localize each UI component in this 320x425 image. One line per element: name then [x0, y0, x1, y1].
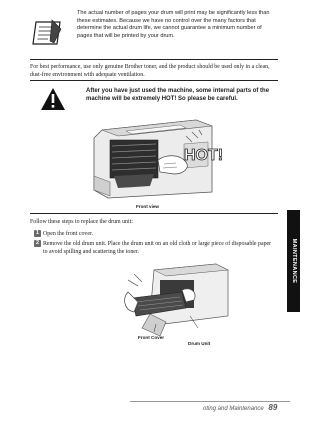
step-2: [34, 240, 280, 258]
hot-label: HOT!: [184, 147, 224, 164]
front-cover-label: Front Cover: [138, 335, 165, 340]
step-number: 1: [36, 230, 39, 236]
separator-caution-bottom: [30, 213, 278, 214]
note-text: The actual number of pages your drum will print may be significantly less than these estimates. Because we have no control over the many factors that determine the actual drum life, we cannot guarantee a minimum number of pages that will be printed by your drum.: [77, 10, 270, 40]
note-pad-icon: [30, 18, 64, 48]
side-tab-label: MAINTENANCE: [290, 238, 297, 284]
front-view-caption: Front view: [136, 204, 159, 209]
footer-section-title: oting and Maintenance: [203, 406, 264, 412]
footer: [203, 403, 277, 412]
footer-rule: [130, 401, 290, 402]
intro-paragraph: For best performance, use only genuine Brother toner, and the product should be used only in a clean, dust-free environment with adequate ventilation.: [30, 64, 270, 79]
warning-icon: [40, 87, 66, 111]
step-1: [34, 230, 280, 239]
steps-intro: Follow these steps to replace the drum unit:: [30, 219, 133, 225]
caution-text: After you have just used the machine, some internal parts of the machine will be extremely HOT! So please be careful.: [86, 88, 270, 103]
separator-caution-top: [30, 80, 278, 81]
separator-top: [30, 59, 278, 60]
step-number: 2: [36, 240, 39, 246]
step-text: Open the front cover.: [43, 231, 94, 237]
drum-unit-label: Drum Unit: [188, 341, 211, 346]
drum-removal-illustration: [120, 262, 230, 344]
section-side-tab: [287, 210, 300, 312]
step-text: Remove the old drum unit. Place the drum unit on an old cloth or large piece of disposable paper to avoid spilling and scattering the toner.: [43, 241, 272, 256]
page-number: 89: [268, 403, 278, 412]
